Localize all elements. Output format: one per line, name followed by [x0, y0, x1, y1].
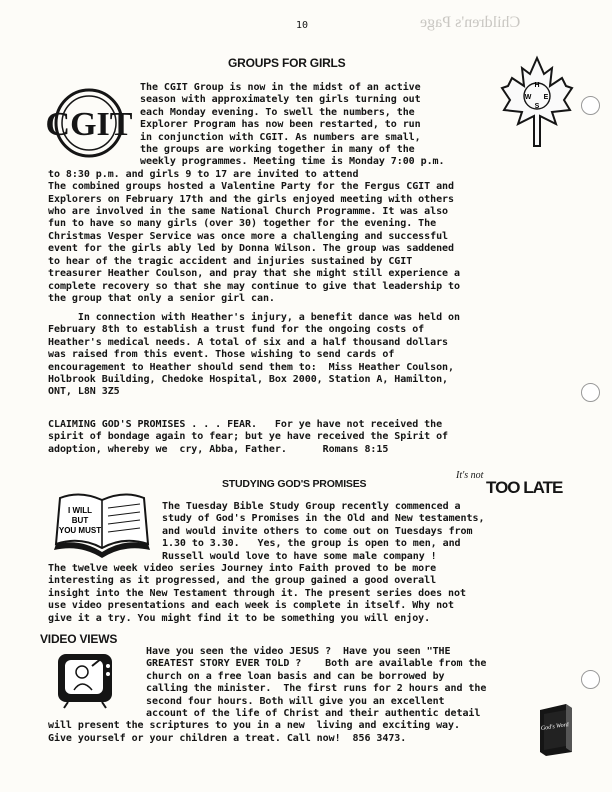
text-line: Explorer Program has now been restarted, to run — [140, 119, 421, 131]
text-line: account of the life of Christ and their authentic detail — [146, 708, 481, 720]
punch-hole-top — [581, 96, 600, 115]
text-line: was raised from this event. Those wishing to send cards of — [48, 349, 395, 361]
text-line: give it a try. You might find it to be something you will enjoy. — [48, 612, 431, 624]
text-line: CLAIMING GOD'S PROMISES . . . FEAR. For ye have not received the — [48, 419, 443, 430]
text-line: to 8:30 p.m. and girls 9 to 17 are invited to attend — [48, 168, 359, 180]
text-line: interesting as it progressed, and the group gained a good overall — [48, 575, 437, 587]
text-line: church on a free loan basis and can be borrowed by — [146, 670, 445, 682]
text-line: spirit of bondage again to fear; but ye have received the Spirit of — [48, 431, 449, 443]
punch-hole-bottom — [581, 670, 600, 689]
text-line: GREATEST STORY EVER TOLD ? Both are available from the — [146, 658, 487, 670]
cgit-paragraph-1 — [45, 82, 460, 305]
text-line: the groups are working together in many of the — [140, 144, 415, 156]
text-line: in conjunction with CGIT. As numbers are small, — [140, 131, 421, 143]
text-line: season with approximately ten girls turning out — [140, 94, 421, 106]
text-line: In connection with Heather's injury, a benefit dance was held on — [48, 312, 460, 323]
text-line: Christmas Vesper Service was once more a challenging and successful — [48, 230, 449, 242]
video-section-title: VIDEO VIEWS — [40, 632, 118, 646]
maple-letter-s: S — [534, 103, 540, 110]
text-line: will present the scriptures to you in a new living and exciting way. — [48, 720, 460, 732]
text-line: Give yourself or your children a treat. Call now! 856 3473. — [48, 732, 407, 744]
punch-hole-middle — [581, 383, 600, 402]
cgit-logo-text: CGIT — [45, 106, 133, 143]
text-line: ONT, L8N 3Z5 — [48, 386, 120, 398]
book-line-2: BUT — [71, 516, 89, 525]
text-line: weekly programmes. Meeting time is Monday 7:00 p.m. — [140, 156, 445, 168]
text-line: Have you seen the video JESUS ? Have you seen "THE — [146, 646, 451, 657]
text-line: Explorers on February 17th and the girls enjoyed meeting with others — [48, 193, 454, 205]
maple-letter-h: H — [534, 82, 540, 89]
text-line: fun to have so many girls (over 30) together for the evening. The — [48, 218, 437, 230]
cgit-paragraph-2 — [48, 312, 460, 399]
cgit-section-title: GROUPS FOR GIRLS — [228, 56, 346, 70]
text-line: Russell would love to have some male company ! — [162, 550, 437, 562]
text-line: complete recovery so that she may continue to give that leadership to — [48, 280, 460, 292]
text-line: study of God's Promises in the Old and New testaments, — [162, 513, 485, 525]
text-line: insight into the New Testament through it. The present series does not — [48, 587, 466, 599]
maple-letter-w: W — [524, 94, 532, 101]
video-body — [48, 646, 486, 745]
text-line: Holbrook Building, Chedoke Hospital, Box 2000, Station A, Hamilton, — [48, 374, 449, 386]
book-line-3: YOU MUST — [58, 526, 102, 535]
maple-letter-e: E — [543, 94, 549, 101]
text-line: encouragement to Heather should send them to: Miss Heather Coulson, — [48, 361, 454, 373]
book-line-1: I WILL — [68, 506, 92, 515]
text-line: each Monday evening. To swell the numbers, the — [140, 106, 415, 118]
text-line: the group that only a senior girl can. — [48, 292, 275, 304]
ghost-header: Children's Page — [420, 14, 521, 31]
text-line: Heather's medical needs. A total of six and a half thousand dollars — [48, 336, 449, 348]
bible-study-body — [48, 501, 484, 625]
maple-leaf-icon — [500, 56, 574, 148]
text-line: calling the minister. The first runs for 2 hours and the — [146, 683, 487, 695]
text-line: use video presentations and each week is complete in itself. Why not — [48, 600, 454, 612]
promise-verse — [48, 419, 448, 456]
text-line: The CGIT Group is now in the midst of an active — [140, 82, 421, 93]
text-line: treasurer Heather Coulson, and pray that she might still experience a — [48, 268, 460, 280]
gods-word-label: God's Word — [540, 722, 570, 732]
text-line: who are involved in the same National Church Programme. It was also — [48, 206, 449, 218]
bible-study-title: STUDYING GOD'S PROMISES — [222, 478, 367, 490]
text-line: The Tuesday Bible Study Group recently commenced a — [162, 501, 461, 512]
text-line: second four hours. Both will give you an excellent — [146, 695, 445, 707]
gods-word-book-icon — [536, 702, 576, 756]
text-line: adoption, whereby we cry, Abba, Father. Romans 8:15 — [48, 443, 389, 455]
text-line: to hear of the tragic accident and injuries sustained by CGIT — [48, 255, 413, 267]
text-line: The twelve week video series Journey into Faith proved to be more — [48, 563, 437, 575]
tagline-small: It's not — [456, 470, 484, 481]
page-number: 10 — [296, 20, 308, 31]
text-line: 1.30 to 3.30. Yes, the group is open to men, and — [162, 538, 461, 550]
text-line: February 8th to establish a trust fund for the ongoing costs of — [48, 324, 425, 336]
text-line: and would invite others to come out on Tuesdays from — [162, 525, 473, 537]
text-line: event for the girls ably led by Donna Wilson. The group was saddened — [48, 243, 454, 255]
tagline-big: TOO LATE — [486, 478, 563, 497]
text-line: The combined groups hosted a Valentine Party for the Fergus CGIT and — [48, 181, 454, 193]
